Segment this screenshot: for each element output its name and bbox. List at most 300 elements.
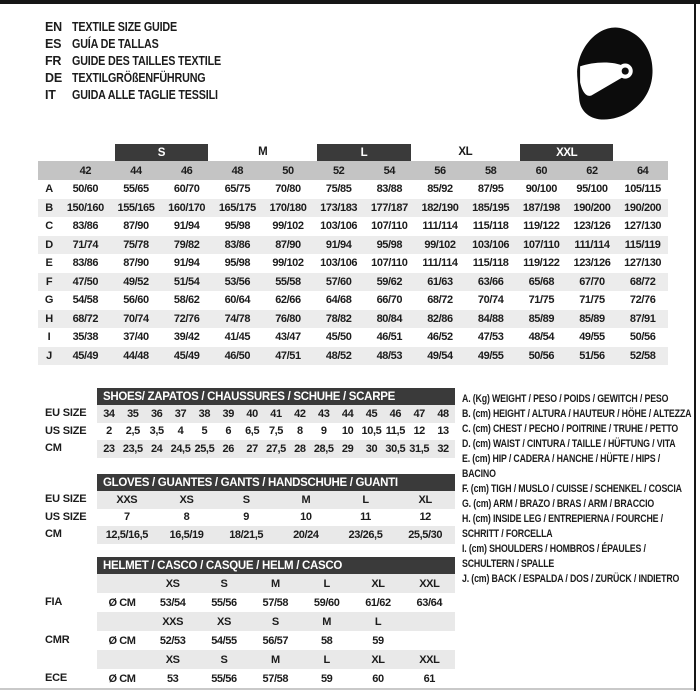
size-cell: 39	[222, 407, 234, 420]
helmet-size-cell: M	[270, 577, 280, 590]
size-value-cell: 87/91	[629, 312, 656, 325]
size-cell: XS	[179, 493, 194, 506]
size-value-cell: 44/48	[123, 349, 149, 362]
size-cell: 9	[243, 511, 250, 524]
size-cell: 27	[246, 442, 258, 455]
row-label: A	[45, 183, 53, 196]
size-value-cell: 190/200	[624, 201, 662, 214]
size-value-cell: 95/98	[224, 257, 251, 270]
helmet-size-row	[97, 612, 455, 631]
language-title: GUIDA ALLE TAGLIE TESSILI	[72, 88, 218, 102]
size-value-cell: 48/54	[528, 331, 555, 344]
helmet-size-cell: M	[322, 615, 332, 628]
language-row	[45, 36, 245, 53]
size-value-cell: 111/114	[574, 238, 610, 251]
helmet-size-cell: XS	[217, 615, 231, 628]
size-value-cell: 49/52	[123, 275, 149, 288]
size-header-cell: 62	[586, 164, 598, 177]
legend-item: D. (cm) WAIST / CINTURA / TAILLE / HÜFTUNG / VITA	[462, 438, 676, 450]
row-label: E	[45, 257, 53, 270]
group-spacer	[38, 143, 111, 161]
size-cell: 11	[360, 511, 371, 524]
measurement-row	[38, 254, 668, 273]
size-cell: 43	[318, 407, 330, 420]
size-value-cell: 47/53	[477, 331, 504, 344]
size-row	[97, 526, 455, 544]
size-value-cell: 91/94	[173, 220, 200, 233]
size-value-cell: 115/118	[472, 257, 509, 270]
size-value-cell: 53/56	[224, 275, 251, 288]
language-title: TEXTILGRÖßENFÜHRUNG	[72, 71, 206, 85]
size-header-cell: 52	[332, 164, 345, 177]
size-value-cell: 82/86	[427, 312, 453, 325]
helmet-value-cell: 52/53	[159, 634, 186, 647]
helmet-value-cell: 59	[372, 634, 384, 647]
size-value-cell: 150/160	[66, 201, 104, 214]
size-cell: 10,5	[361, 425, 382, 438]
helmet-size-cell: S	[220, 653, 228, 666]
size-value-cell: 49/55	[579, 331, 605, 344]
size-header-cell: 44	[130, 164, 142, 177]
legend-item: A. (Kg) WEIGHT / PESO / POIDS / GEWITCH / PESO	[462, 393, 669, 405]
size-value-cell: 84/88	[477, 312, 504, 325]
size-row	[97, 440, 455, 458]
diameter-label: Ø CM	[108, 634, 136, 647]
size-value-cell: 99/102	[272, 257, 304, 270]
helmet-size-cell: M	[270, 653, 280, 666]
size-cell: 20/24	[293, 528, 319, 541]
measurement-row	[38, 199, 668, 218]
diameter-label: Ø CM	[108, 672, 136, 685]
row-label: B	[45, 201, 53, 214]
size-value-cell: 52/58	[629, 349, 656, 362]
size-value-cell: 65/68	[528, 275, 555, 288]
size-value-cell: 79/82	[173, 238, 200, 251]
size-value-cell: 51/56	[579, 349, 605, 362]
size-value-cell: 70/80	[275, 183, 301, 196]
helmet-value-cell: 53	[166, 672, 179, 685]
size-header-cell: 64	[636, 164, 649, 177]
helmet-value-cell: 54/55	[211, 634, 237, 647]
size-cell: 18/21,5	[229, 528, 264, 541]
helmet-size-spacer	[97, 650, 147, 669]
language-code: ES	[45, 37, 62, 51]
size-cell: 12	[419, 511, 431, 524]
language-row	[45, 87, 245, 104]
measurement-row	[38, 347, 668, 366]
size-header-cell: 56	[434, 164, 446, 177]
size-value-cell: 119/122	[523, 220, 560, 233]
size-cell: 42	[294, 407, 306, 420]
helmet-size-cell: S	[271, 615, 279, 628]
helmet-size-spacer	[97, 574, 147, 593]
size-cell: 2,5	[125, 425, 140, 438]
helmet-size-cell: XXL	[419, 577, 440, 590]
helmet-size-cell: L	[323, 653, 330, 666]
size-value-cell: 49/55	[477, 349, 504, 362]
size-value-cell: 68/72	[629, 275, 656, 288]
size-value-cell: 39/42	[173, 331, 200, 344]
size-value-cell: 50/56	[528, 349, 555, 362]
language-code: DE	[45, 71, 62, 85]
size-value-cell: 71/75	[579, 294, 605, 307]
size-value-cell: 46/52	[427, 331, 453, 344]
size-value-cell: 64/68	[325, 294, 352, 307]
measurement-row	[38, 180, 668, 199]
size-value-cell: 54/58	[72, 294, 99, 307]
size-row	[97, 509, 455, 527]
side-label: EU SIZE	[45, 407, 87, 419]
size-value-cell: 115/118	[472, 220, 509, 233]
shoes-table-title: SHOES/ ZAPATOS / CHAUSSURES / SCHUHE / SCARPE	[97, 388, 455, 405]
size-value-cell: 70/74	[123, 312, 149, 325]
textile-size-table	[38, 143, 668, 365]
size-header-cell: 48	[231, 164, 244, 177]
size-value-cell: 62/66	[275, 294, 301, 307]
gloves-size-table	[30, 474, 455, 544]
size-cell: 26	[222, 442, 234, 455]
size-value-cell: 55/58	[275, 275, 301, 288]
size-value-cell: 115/119	[624, 238, 661, 251]
size-value-cell: 60/70	[173, 183, 200, 196]
size-value-cell: 63/66	[477, 275, 504, 288]
size-value-cell: 78/82	[325, 312, 352, 325]
size-row	[97, 405, 455, 423]
size-cell: 30	[365, 442, 378, 455]
size-group-row	[38, 143, 668, 161]
size-header-cell: 60	[535, 164, 548, 177]
size-value-cell: 111/114	[422, 220, 458, 233]
size-value-cell: 99/102	[424, 238, 456, 251]
helmet-size-cell: XL	[371, 577, 385, 590]
language-code: IT	[45, 88, 56, 102]
size-value-cell: 83/86	[72, 220, 99, 233]
size-value-cell: 47/51	[275, 349, 301, 362]
size-value-cell: 56/60	[123, 294, 149, 307]
size-value-cell: 45/49	[173, 349, 200, 362]
size-value-cell: 45/50	[325, 331, 352, 344]
size-value-cell: 48/53	[376, 349, 403, 362]
size-value-cell: 65/75	[224, 183, 251, 196]
row-label: G	[44, 294, 54, 307]
measurement-legend-items	[462, 392, 694, 587]
measurement-row	[38, 217, 668, 236]
size-value-cell: 127/130	[624, 257, 662, 270]
size-cell: 10	[300, 511, 312, 524]
size-value-cell: 80/84	[376, 312, 403, 325]
helmet-value-cell: 55/56	[211, 672, 237, 685]
language-title: GUÍA DE TALLAS	[72, 37, 159, 51]
size-value-cell: 74/78	[224, 312, 251, 325]
size-value-cell: 103/106	[320, 220, 358, 233]
size-value-cell: 59/62	[376, 275, 403, 288]
side-label: US SIZE	[45, 511, 87, 523]
helmet-value-cell: 55/56	[211, 596, 237, 609]
helmet-size-cell: XXS	[162, 615, 184, 628]
helmet-value-cell: 53/54	[159, 596, 186, 609]
size-header-cell: 46	[180, 164, 193, 177]
size-cell: S	[242, 493, 250, 506]
size-value-cell: 91/94	[325, 238, 352, 251]
helmet-value-row	[97, 669, 455, 688]
size-value-cell: 103/106	[472, 238, 510, 251]
size-value-cell: 173/183	[320, 201, 358, 214]
helmet-size-spacer	[97, 612, 147, 631]
size-cell: XXS	[116, 493, 138, 506]
language-code: EN	[45, 20, 62, 34]
shoes-size-table	[30, 388, 455, 458]
size-value-cell: 72/76	[629, 294, 656, 307]
size-cell: 40	[246, 407, 258, 420]
standard-label: CMR	[45, 634, 70, 646]
size-cell: 36	[150, 407, 163, 420]
size-value-cell: 76/80	[275, 312, 301, 325]
size-value-cell: 103/106	[320, 257, 358, 270]
helmet-size-cell: XS	[165, 577, 180, 590]
bottom-border	[0, 688, 694, 690]
size-cell: 2	[106, 425, 112, 438]
helmet-size-cell: L	[374, 615, 382, 628]
size-value-cell: 165/175	[218, 201, 256, 214]
size-value-cell: 182/190	[421, 201, 459, 214]
size-value-cell: 105/115	[624, 183, 661, 196]
helmet-table-body	[97, 574, 455, 688]
size-cell: M	[301, 493, 311, 506]
size-value-cell: 35/38	[72, 331, 99, 344]
size-cell: 48	[437, 407, 449, 420]
size-cell: 8	[183, 511, 190, 524]
size-value-cell: 50/56	[629, 331, 656, 344]
shoes-table-body	[97, 405, 455, 458]
helmet-value-cell: 57/58	[262, 596, 289, 609]
size-value-cell: 71/75	[528, 294, 555, 307]
size-cell: 5	[201, 425, 208, 438]
size-cell: 41	[270, 407, 282, 420]
side-label: US SIZE	[45, 425, 87, 437]
size-cell: 7	[123, 511, 130, 524]
size-value-cell: 50/60	[72, 183, 99, 196]
size-value-cell: 107/110	[371, 220, 408, 233]
size-value-cell: 87/90	[123, 257, 149, 270]
standard-label: FIA	[45, 596, 63, 608]
helmet-value-row	[97, 593, 455, 612]
language-row	[45, 19, 245, 36]
size-cell: 6,5	[245, 425, 260, 438]
size-header-row	[38, 161, 668, 180]
legend-item: J. (cm) BACK / ESPALDA / DOS / ZURÜCK / INDIETRO	[462, 573, 680, 585]
size-value-cell: 45/49	[72, 349, 99, 362]
size-value-cell: 83/86	[224, 238, 251, 251]
size-value-cell: 51/54	[173, 275, 200, 288]
size-value-cell: 58/62	[173, 294, 200, 307]
side-label: CM	[45, 528, 62, 540]
size-value-cell: 170/180	[269, 201, 307, 214]
size-cell: 7,5	[268, 425, 284, 438]
measurement-row	[38, 236, 668, 255]
helmet-icon	[566, 20, 660, 124]
measurement-row	[38, 291, 668, 310]
row-label: D	[45, 238, 53, 251]
size-value-cell: 83/88	[376, 183, 403, 196]
helmet-size-table	[30, 557, 455, 688]
size-value-cell: 87/90	[123, 220, 149, 233]
legend-item: I. (cm) SHOULDERS / HOMBROS / ÉPAULES / SCHULTERN / SPALLE	[462, 543, 646, 570]
size-value-cell: 68/72	[427, 294, 453, 307]
measurement-legend	[462, 392, 694, 587]
legend-item: H. (cm) INSIDE LEG / ENTREPIERNA / FOURCHE / SCHRITT / FORCELLA	[462, 513, 663, 540]
size-cell: 25,5	[194, 442, 215, 455]
size-cell: 37	[174, 407, 187, 420]
size-value-cell: 70/74	[477, 294, 504, 307]
legend-item: C. (cm) CHEST / PECHO / POITRINE / TRUHE / PETTO	[462, 423, 679, 435]
legend-item: G. (cm) ARM / BRAZO / BRAS / ARM / BRACCIO	[462, 498, 655, 510]
size-header-cell: 50	[282, 164, 294, 177]
size-group-cell: S	[115, 144, 208, 161]
size-cell: 27,5	[266, 442, 286, 455]
size-header-cell: 58	[484, 164, 497, 177]
row-label: J	[46, 349, 52, 362]
size-cell: 8	[297, 425, 303, 438]
size-cell: 32	[437, 442, 449, 455]
helmet-value-cell	[404, 631, 455, 650]
size-cell: 23	[103, 442, 115, 455]
helmet-value-cell: 56/57	[262, 634, 289, 647]
size-cell: XL	[418, 493, 432, 506]
size-cell: 34	[103, 407, 115, 420]
size-cell: 35	[127, 407, 139, 420]
size-cell: 29	[341, 442, 354, 455]
size-value-cell: 190/200	[573, 201, 611, 214]
measurement-row	[38, 328, 668, 347]
side-label: CM	[45, 442, 62, 454]
size-cell: 28	[294, 442, 306, 455]
size-cell: 31,5	[409, 442, 430, 455]
size-value-cell: 71/74	[72, 238, 99, 251]
size-value-cell: 85/89	[528, 312, 555, 325]
helmet-table-title: HELMET / CASCO / CASQUE / HELM / CASCO	[97, 557, 455, 574]
size-cell: 38	[198, 407, 211, 420]
size-group-cell: L	[317, 144, 410, 161]
size-cell: 23/26,5	[348, 528, 383, 541]
size-value-cell: 55/65	[123, 183, 149, 196]
measurement-row	[38, 273, 668, 292]
helmet-value-row	[97, 631, 455, 650]
size-cell: 13	[437, 425, 449, 438]
size-cell: L	[362, 493, 369, 506]
row-label: C	[45, 220, 53, 233]
size-value-cell: 87/90	[275, 238, 301, 251]
size-cell: 12	[413, 425, 425, 438]
legend-item: E. (cm) HIP / CADERA / HANCHE / HÜFTE / HIPS / BACINO	[462, 453, 660, 480]
helmet-value-cell: 59/60	[313, 596, 340, 609]
size-value-cell: 111/114	[422, 257, 458, 270]
row-label: H	[45, 312, 53, 325]
legend-item: F. (cm) TIGH / MUSLO / CUISSE / SCHENKEL / COSCIA	[462, 483, 682, 495]
gloves-table-title: GLOVES / GUANTES / GANTS / HANDSCHUHE / GUANTI	[97, 474, 455, 491]
size-value-cell: 75/85	[325, 183, 352, 196]
size-value-cell: 95/100	[576, 183, 608, 196]
size-value-cell: 68/72	[72, 312, 99, 325]
size-value-cell: 155/165	[117, 201, 155, 214]
size-value-cell: 85/89	[579, 312, 605, 325]
size-cell: 10	[341, 425, 354, 438]
helmet-size-cell: XL	[371, 653, 385, 666]
size-value-cell: 66/70	[376, 294, 403, 307]
size-group-cell: XL	[458, 146, 473, 158]
size-value-cell: 85/92	[427, 183, 453, 196]
size-value-cell: 87/95	[477, 183, 504, 196]
size-group-cell: XXL	[520, 144, 613, 161]
size-cell: 30,5	[385, 442, 406, 455]
measurement-row	[38, 310, 668, 329]
size-value-cell: 107/110	[523, 238, 560, 251]
size-value-cell: 123/126	[573, 257, 611, 270]
row-label: F	[45, 275, 53, 288]
size-header-cell: 54	[383, 164, 396, 177]
helmet-size-row	[97, 574, 455, 593]
language-title-list	[45, 19, 245, 104]
size-value-cell: 43/47	[275, 331, 301, 344]
size-value-cell: 57/60	[325, 275, 352, 288]
size-value-cell: 47/50	[72, 275, 99, 288]
size-row	[97, 423, 455, 441]
size-cell: 25,5/30	[408, 528, 443, 541]
size-cell: 3,5	[149, 425, 164, 438]
size-cell: 46	[389, 407, 402, 420]
size-cell: 44	[341, 407, 354, 420]
size-cell: 28,5	[313, 442, 334, 455]
size-value-cell: 95/98	[376, 238, 403, 251]
gloves-table-body	[97, 491, 455, 544]
size-value-cell: 37/40	[123, 331, 149, 344]
size-header-spacer	[38, 161, 60, 180]
standard-label: ECE	[45, 672, 68, 684]
helmet-size-cell: XXL	[419, 653, 440, 666]
helmet-value-cell: 61/62	[365, 596, 391, 609]
language-row	[45, 70, 245, 87]
row-label: I	[47, 331, 51, 344]
language-title: GUIDE DES TAILLES TEXTILE	[72, 54, 222, 68]
size-value-cell: 61/63	[427, 275, 453, 288]
size-cell: 4	[177, 425, 184, 438]
top-border	[0, 0, 700, 4]
size-cell: 12,5/16,5	[105, 528, 148, 541]
size-value-cell: 119/122	[523, 257, 560, 270]
helmet-value-cell: 59	[320, 672, 333, 685]
size-group-cell: M	[258, 146, 268, 158]
helmet-value-cell: 57/58	[262, 672, 289, 685]
size-value-cell: 60/64	[224, 294, 251, 307]
size-value-cell: 95/98	[224, 220, 251, 233]
side-label: EU SIZE	[45, 493, 87, 505]
size-value-cell: 185/195	[472, 201, 510, 214]
size-cell: 9	[320, 425, 327, 438]
helmet-size-cell: L	[323, 577, 330, 590]
size-value-cell: 123/126	[573, 220, 611, 233]
size-value-cell: 177/187	[370, 201, 408, 214]
size-value-cell: 67/70	[579, 275, 605, 288]
size-value-cell: 91/94	[173, 257, 200, 270]
helmet-size-cell	[404, 612, 455, 631]
size-cell: 16,5/19	[169, 528, 204, 541]
right-border	[694, 0, 696, 691]
language-title: TEXTILE SIZE GUIDE	[72, 20, 178, 34]
diameter-label: Ø CM	[108, 596, 136, 609]
size-cell: 23,5	[122, 442, 143, 455]
helmet-size-cell: XS	[165, 653, 180, 666]
language-row	[45, 53, 245, 70]
helmet-value-cell: 58	[320, 634, 333, 647]
